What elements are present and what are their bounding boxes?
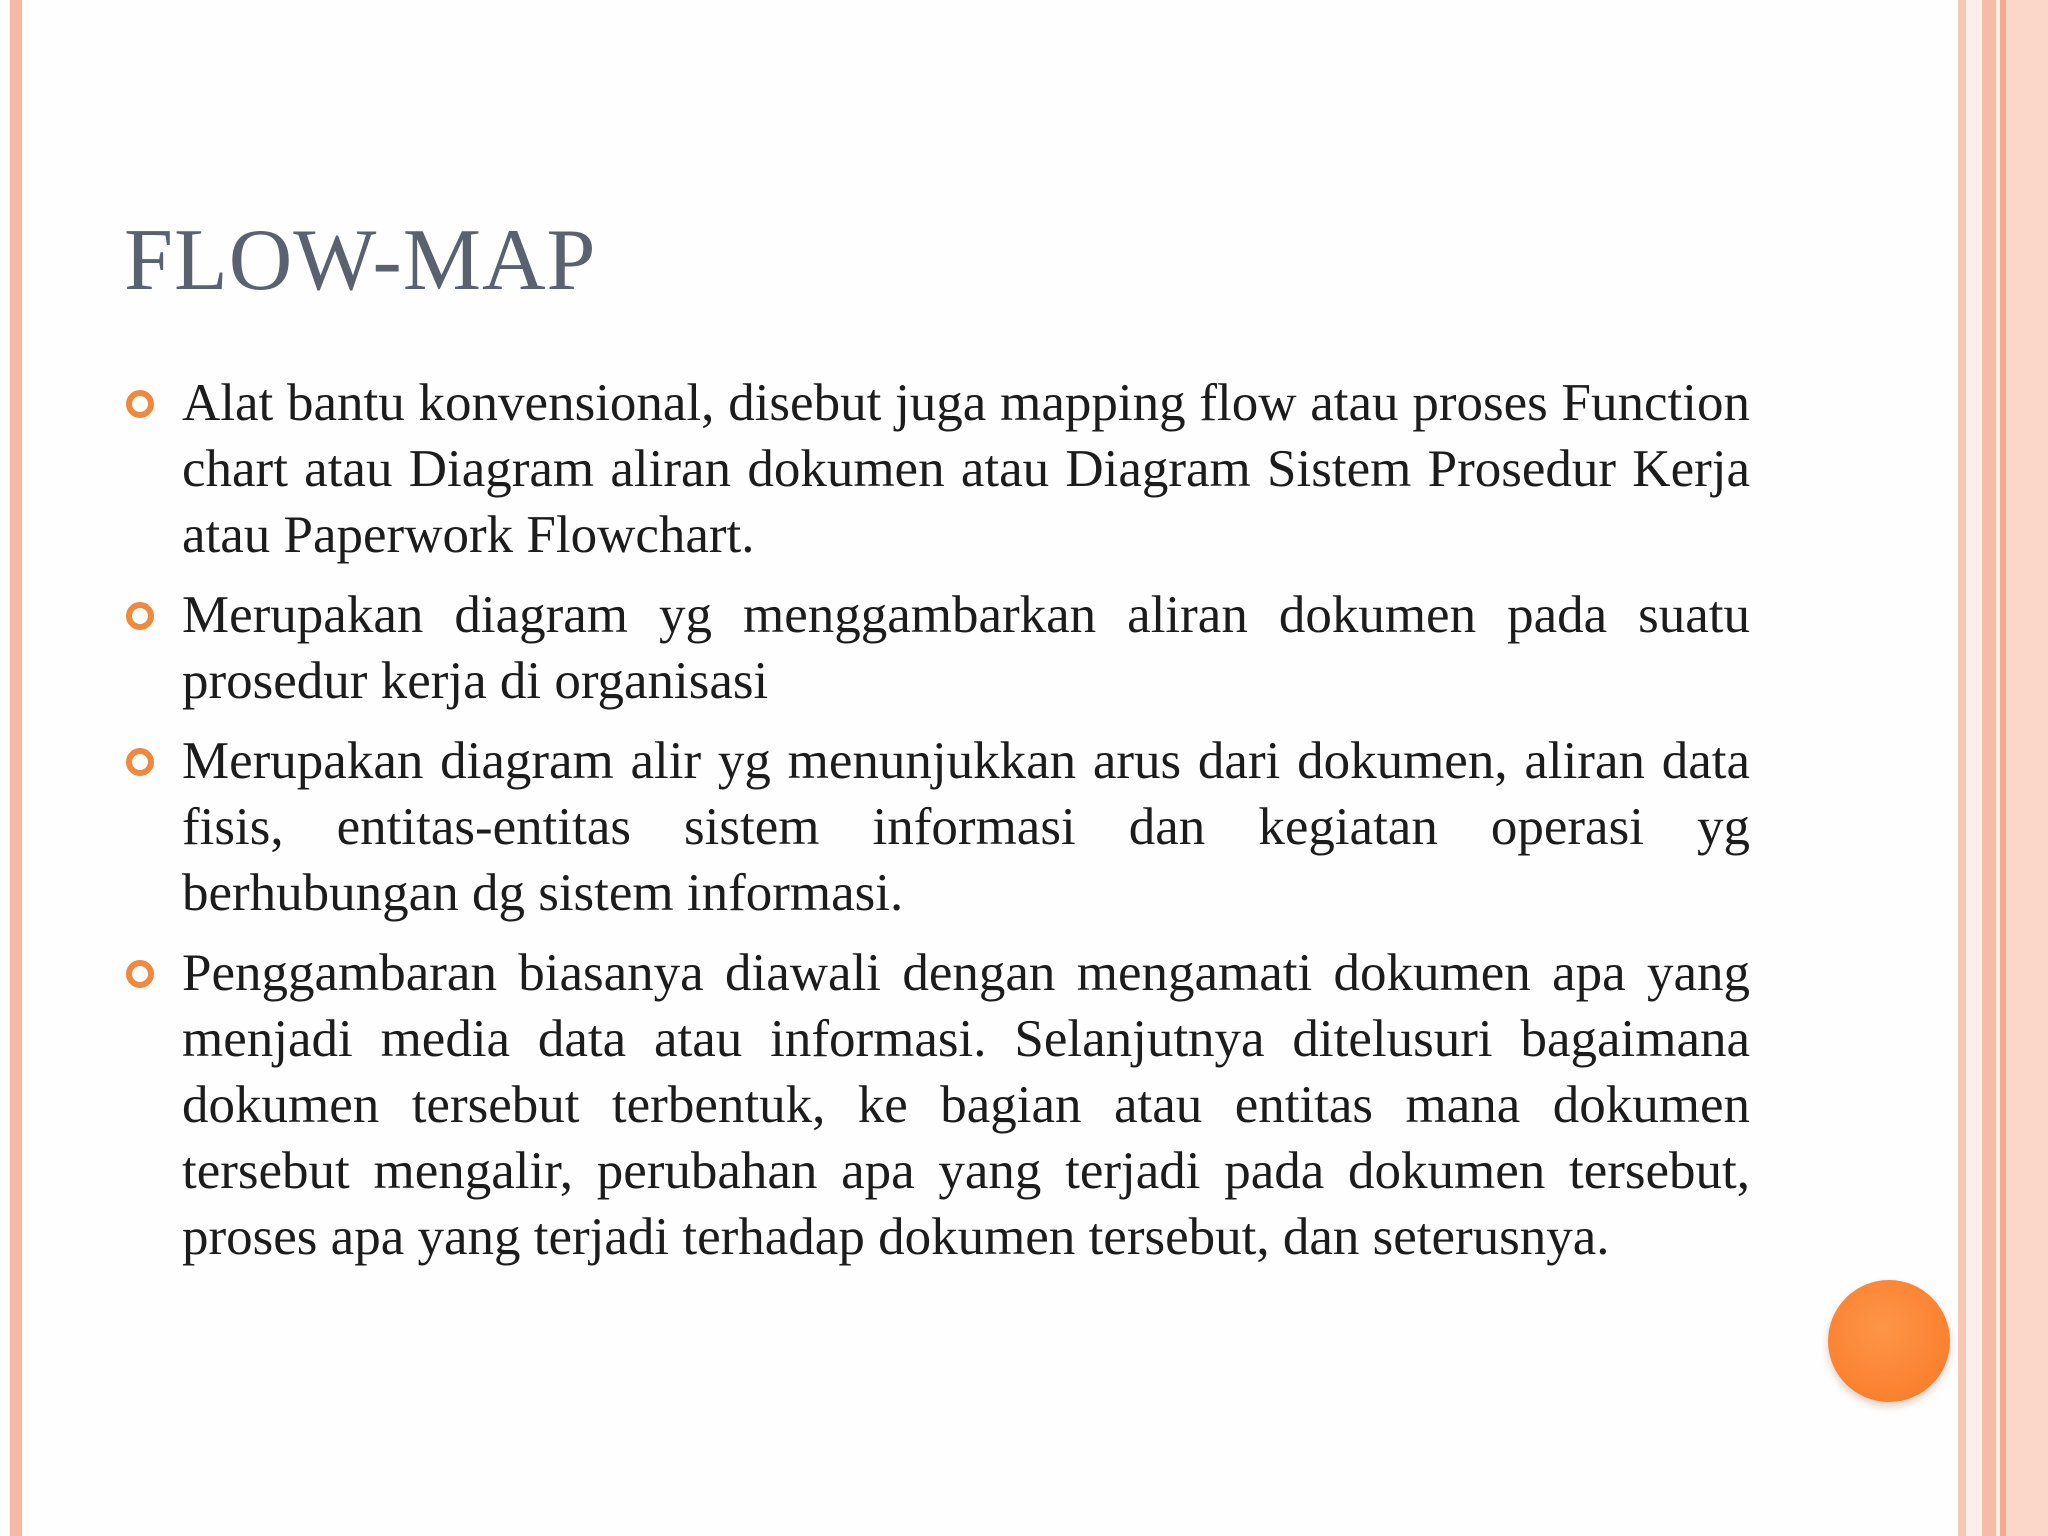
- bullet-item: [182, 940, 1750, 1270]
- bullet-list: [182, 370, 1750, 1284]
- bullet-item: [182, 582, 1750, 714]
- right-decorative-band: [1958, 0, 1966, 1536]
- ring-bullet-icon: [126, 390, 154, 418]
- ring-bullet-icon: [126, 960, 154, 988]
- bullet-text: Alat bantu konvensional, disebut juga mapping flow atau proses Function chart atau Diagram aliran dokumen atau Diagram Sistem Prosedur Kerja atau Paperwork Flowchart.: [182, 374, 1750, 564]
- bullet-text: Merupakan diagram alir yg menunjukkan arus dari dokumen, aliran data fisis, entitas-entitas sistem informasi dan kegiatan operasi yg berhubungan dg sistem informasi.: [182, 732, 1750, 922]
- bullet-item: [182, 728, 1750, 926]
- slide-title: FLOW-MAP: [124, 212, 597, 309]
- bullet-text: Penggambaran biasanya diawali dengan mengamati dokumen apa yang menjadi media data atau informasi. Selanjutnya ditelusuri bagaimana dokumen tersebut terbentuk, ke bagian atau entitas mana dokumen tersebut mengalir, perubahan apa yang terjadi pada dokumen tersebut, proses apa yang terjadi terhadap dokumen tersebut, dan seterusnya.: [182, 944, 1750, 1266]
- ring-bullet-icon: [126, 602, 154, 630]
- bullet-item: [182, 370, 1750, 568]
- bullet-text: Merupakan diagram yg menggambarkan aliran dokumen pada suatu prosedur kerja di organisasi: [182, 586, 1750, 710]
- right-decorative-band: [2006, 0, 2048, 1536]
- right-decorative-band: [1982, 0, 1996, 1536]
- left-decorative-stripe: [10, 0, 22, 1536]
- ring-bullet-icon: [126, 748, 154, 776]
- right-decorative-band: [1966, 0, 1982, 1536]
- orange-circle-decoration: [1828, 1280, 1950, 1402]
